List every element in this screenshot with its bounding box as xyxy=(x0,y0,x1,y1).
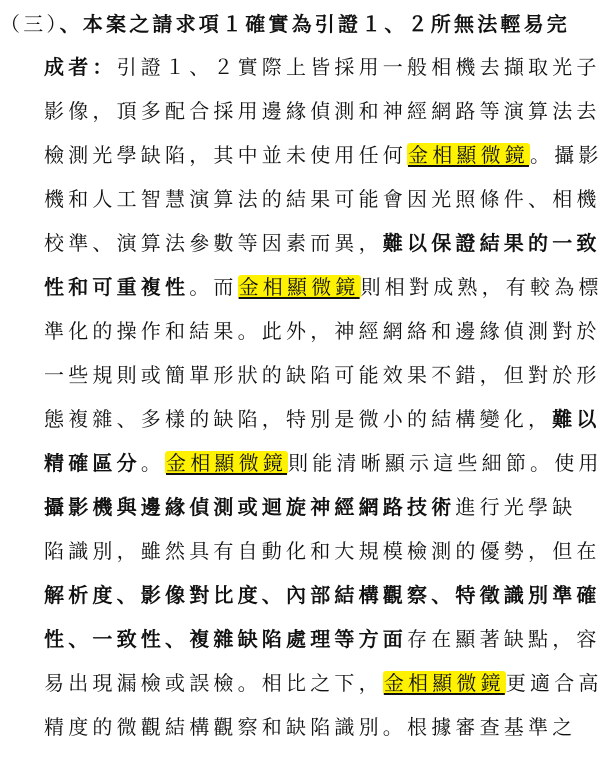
bold-span: 性、一致性、複雜缺陷處理等方面 xyxy=(44,627,407,651)
text-line-13 xyxy=(44,576,601,614)
highlighted-term: 金相顯微鏡 xyxy=(408,143,529,167)
text-line-8 xyxy=(44,356,601,394)
text-span: 精度的微觀結構觀察和缺陷識別。根據審查基準之 xyxy=(44,715,577,739)
bold-span: 性和可重複性 xyxy=(44,275,190,299)
text-line-9 xyxy=(44,400,601,438)
text-span: 影像，頂多配合採用邊緣偵測和神經網路等演算法去 xyxy=(44,99,601,123)
text-line-12 xyxy=(44,532,601,570)
bold-span: 難以保證結果的一致 xyxy=(382,231,601,255)
text-span: 易出現漏檢或誤檢。相比之下， xyxy=(44,671,383,695)
text-span: 態複雜、多樣的缺陷，特別是微小的結構變化， xyxy=(44,407,553,431)
text-line-6 xyxy=(44,268,603,306)
text-span: 進行光學缺 xyxy=(455,495,577,519)
text-span: 。而 xyxy=(189,275,238,299)
highlighted-term: 金相顯微鏡 xyxy=(383,671,505,695)
text-line-14 xyxy=(44,620,601,658)
text-line-1 xyxy=(44,48,601,86)
text-line-10 xyxy=(44,444,603,482)
text-line-7 xyxy=(44,312,601,350)
bold-span: 解析度、影像對比度、內部結構觀察、特徵識別準確 xyxy=(44,583,601,607)
highlighted-term: 金相顯微鏡 xyxy=(238,275,360,299)
text-line-16 xyxy=(44,708,592,746)
text-line-2 xyxy=(44,92,601,130)
text-line-15 xyxy=(44,664,603,702)
bold-span: 攝影機與邊緣偵測或迴旋神經網路技術 xyxy=(44,495,456,519)
text-span: 一些規則或簡單形狀的缺陷可能效果不錯，但對於形 xyxy=(44,363,601,387)
text-line-4 xyxy=(44,180,601,218)
highlighted-term: 金相顯微鏡 xyxy=(166,451,288,475)
text-span: 陷識別，雖然具有自動化和大規模檢測的優勢，但在 xyxy=(44,539,601,563)
bold-span: 精確區分 xyxy=(44,451,141,475)
text-span: 檢測光學缺陷，其中並未使用任何 xyxy=(44,143,407,167)
text-line-5 xyxy=(44,224,601,262)
text-span: 則能清晰顯示這些細節。使用 xyxy=(288,451,603,475)
text-span: 機和人工智慧演算法的結果可能會因光照條件、相機 xyxy=(44,187,601,211)
text-line-11 xyxy=(44,488,592,526)
section-label: （三） xyxy=(0,12,60,36)
text-span: 準化的操作和結果。此外，神經網絡和邊緣偵測對於 xyxy=(44,319,601,343)
bold-span: 成者： xyxy=(44,55,117,79)
heading-text: 、本案之請求項１確實為引證１、２所無法輕易完 xyxy=(59,12,571,36)
paragraph-heading-line xyxy=(0,5,600,43)
text-span: 。攝影 xyxy=(530,143,603,167)
bold-span: 難以 xyxy=(552,407,601,431)
text-span: 存在顯著缺點，容 xyxy=(407,627,601,651)
text-line-3 xyxy=(44,136,603,174)
text-span: 則相對成熟，有較為標 xyxy=(360,275,603,299)
text-span: 校準、演算法參數等因素而異， xyxy=(44,231,383,255)
text-span: 引證１、２實際上皆採用一般相機去擷取光子 xyxy=(116,55,601,79)
text-span: 。 xyxy=(140,451,166,475)
text-span: 更適合高 xyxy=(505,671,603,695)
